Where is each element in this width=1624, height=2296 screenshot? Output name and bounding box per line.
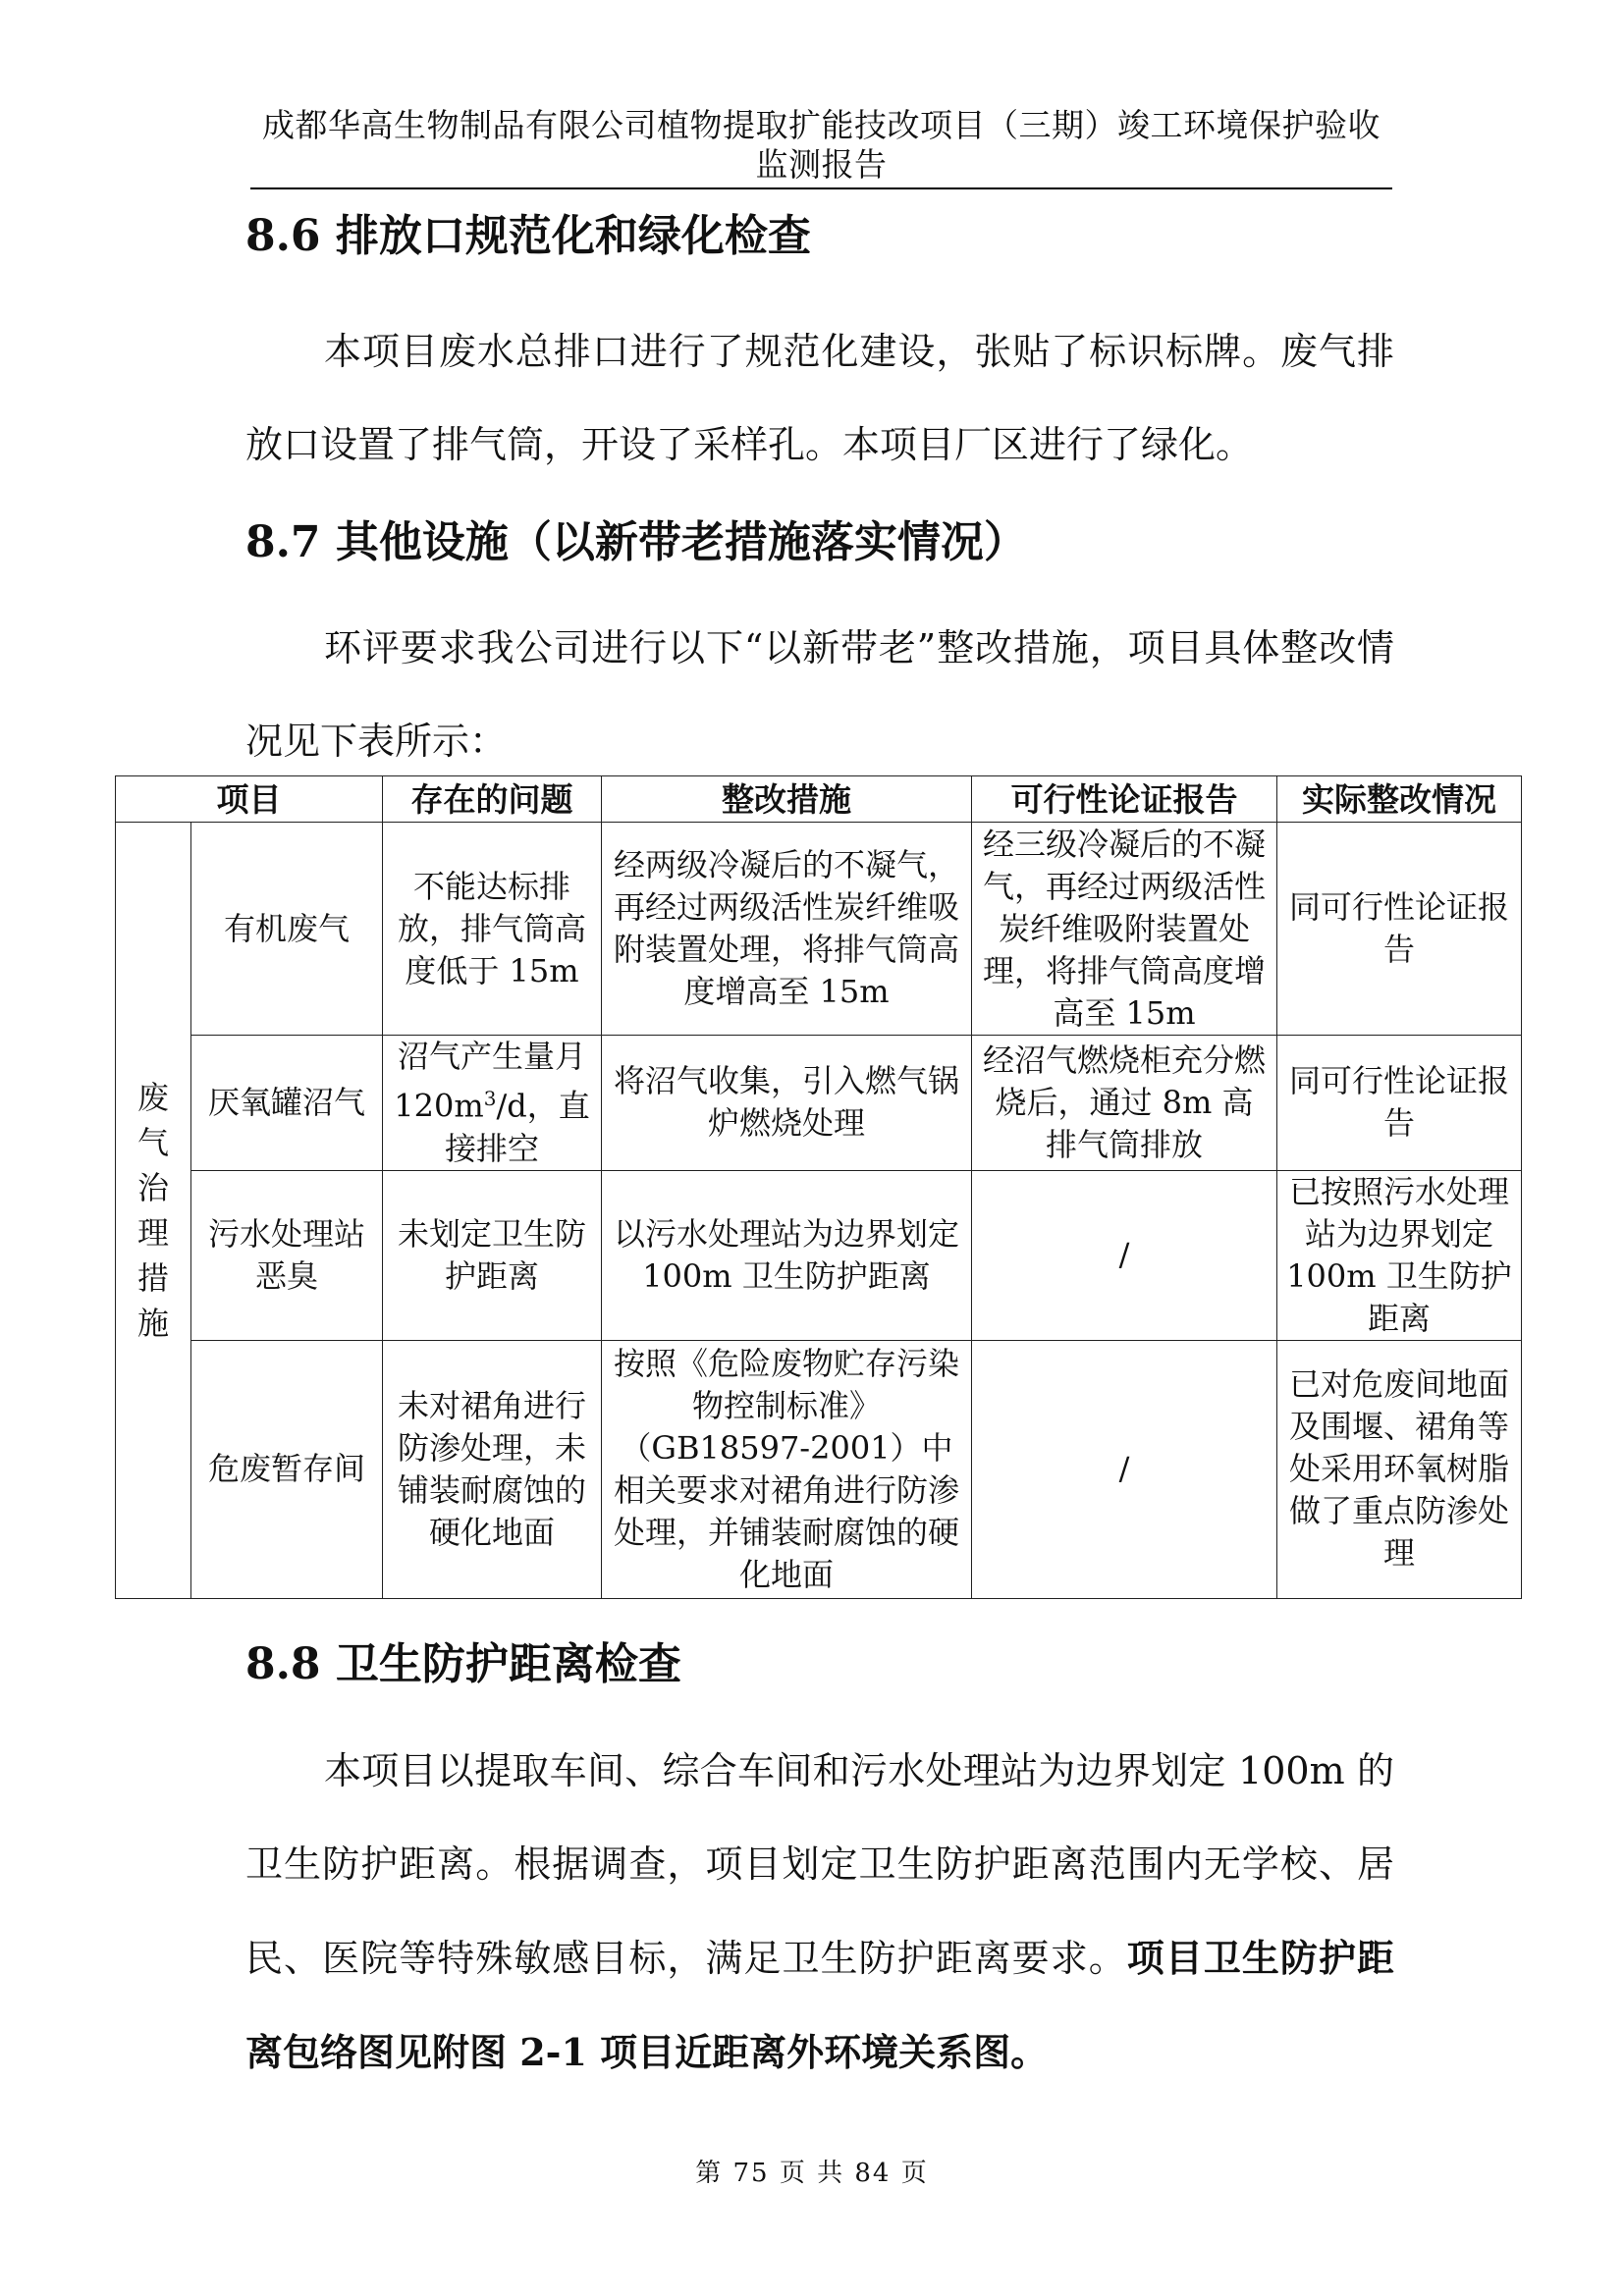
problem-text-b: /d，直接排空 bbox=[444, 1087, 590, 1167]
rectification-table bbox=[115, 775, 1522, 1599]
section-heading-8-7: 8.7 其他设施（以新带老措施落实情况） bbox=[245, 517, 1027, 567]
cell-item: 有机废气 bbox=[191, 823, 383, 1036]
group-label-cell bbox=[116, 823, 191, 1599]
header-problem: 存在的问题 bbox=[383, 776, 602, 823]
header-item: 项目 bbox=[116, 776, 383, 823]
header-feasibility: 可行性论证报告 bbox=[972, 776, 1277, 823]
cell-problem bbox=[383, 1036, 602, 1171]
cell-measure: 以污水处理站为边界划定 100m 卫生防护距离 bbox=[602, 1170, 972, 1340]
cell-feasibility: / bbox=[972, 1170, 1277, 1340]
cell-measure: 经两级冷凝后的不凝气，再经过两级活性炭纤维吸附装置处理，将排气筒高度增高至 15m bbox=[602, 823, 972, 1036]
cell-actual: 同可行性论证报告 bbox=[1277, 1036, 1522, 1171]
table-row bbox=[116, 823, 1522, 1036]
section-8-8-paragraph bbox=[245, 1725, 1394, 2100]
cell-measure: 按照《危险废物贮存污染物控制标准》（GB18597-2001）中相关要求对裙角进行防渗处理，并铺装耐腐蚀的硬化地面 bbox=[602, 1340, 972, 1598]
cell-problem: 不能达标排放，排气筒高度低于 15m bbox=[383, 823, 602, 1036]
cell-item: 污水处理站恶臭 bbox=[191, 1170, 383, 1340]
cell-item: 危废暂存间 bbox=[191, 1340, 383, 1598]
cell-actual: 同可行性论证报告 bbox=[1277, 823, 1522, 1036]
cell-problem: 未划定卫生防护距离 bbox=[383, 1170, 602, 1340]
cell-actual: 已对危废间地面及围堰、裙角等处采用环氧树脂做了重点防渗处理 bbox=[1277, 1340, 1522, 1598]
table-header-row bbox=[116, 776, 1522, 823]
problem-text-a: 沼气产生量月 120m bbox=[394, 1038, 586, 1125]
section-8-8-bold-text: 项目卫生防护距离包络图见附图 2-1 项目近距离外环境关系图。 bbox=[245, 1936, 1394, 2074]
cell-feasibility: 经沼气燃烧柜充分燃烧后，通过 8m 高排气筒排放 bbox=[972, 1036, 1277, 1171]
cell-feasibility: 经三级冷凝后的不凝气，再经过两级活性炭纤维吸附装置处理，将排气筒高度增高至 15m bbox=[972, 823, 1277, 1036]
section-heading-8-8: 8.8 卫生防护距离检查 bbox=[245, 1639, 681, 1689]
cell-problem: 未对裙角进行防渗处理，未铺装耐腐蚀的硬化地面 bbox=[383, 1340, 602, 1598]
cell-feasibility: / bbox=[972, 1340, 1277, 1598]
section-8-8-text: 本项目以提取车间、综合车间和污水处理站为边界划定 100m 的卫生防护距离。根据调查，项目划定卫生防护距离范围内无学校、居民、医院等特殊敏感目标，满足卫生防护距离要求。 bbox=[245, 1749, 1394, 1980]
cell-item: 厌氧罐沼气 bbox=[191, 1036, 383, 1171]
cell-actual: 已按照污水处理站为边界划定 100m 卫生防护距离 bbox=[1277, 1170, 1522, 1340]
section-8-6-paragraph: 本项目废水总排口进行了规范化建设，张贴了标识标牌。废气排放口设置了排气筒，开设了采样孔。本项目厂区进行了绿化。 bbox=[245, 330, 1394, 466]
section-8-7-paragraph: 环评要求我公司进行以下“以新带老”整改措施，项目具体整改情况见下表所示： bbox=[245, 626, 1394, 763]
table-row bbox=[116, 1340, 1522, 1598]
cell-measure: 将沼气收集，引入燃气锅炉燃烧处理 bbox=[602, 1036, 972, 1171]
table-row bbox=[116, 1036, 1522, 1171]
header-measure: 整改措施 bbox=[602, 776, 972, 823]
table-row bbox=[116, 1170, 1522, 1340]
group-label: 废气治理措施 bbox=[136, 1078, 169, 1342]
header-actual: 实际整改情况 bbox=[1277, 776, 1522, 823]
page-footer: 第 75 页 共 84 页 bbox=[695, 2159, 929, 2188]
section-heading-8-6: 8.6 排放口规范化和绿化检查 bbox=[245, 211, 811, 261]
superscript-3: 3 bbox=[483, 1087, 497, 1110]
page-header: 成都华高生物制品有限公司植物提取扩能技改项目（三期）竣工环境保护验收监测报告 bbox=[250, 106, 1392, 189]
